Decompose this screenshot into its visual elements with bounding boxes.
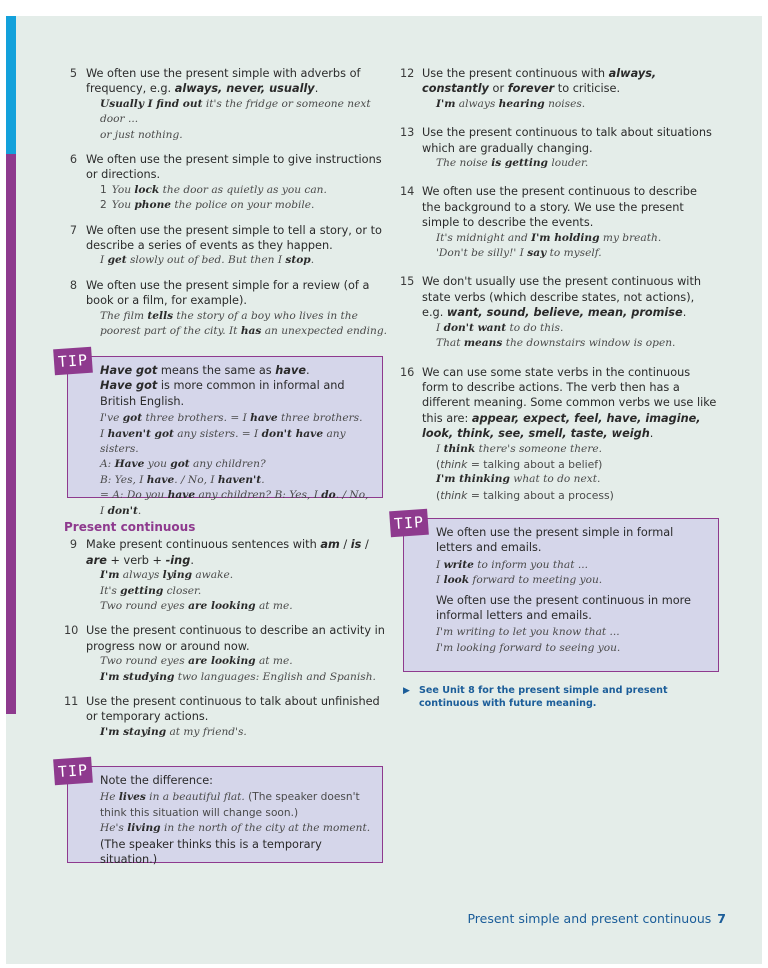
rule-number: 7 bbox=[69, 223, 77, 237]
text-run: closer. bbox=[163, 584, 202, 597]
text-run: = talking about a process) bbox=[467, 488, 614, 502]
example bbox=[86, 584, 388, 599]
text-run: got bbox=[170, 458, 190, 471]
edge-tab-cyan bbox=[6, 16, 16, 154]
example bbox=[422, 246, 718, 261]
left-column-continuous bbox=[64, 520, 388, 740]
text-run: Usually I find out bbox=[100, 97, 203, 110]
text-run: You bbox=[111, 183, 135, 196]
rule-body bbox=[86, 278, 388, 340]
example bbox=[86, 183, 388, 198]
text-run: 'Don't be silly!' I bbox=[436, 247, 528, 260]
text-run: have bbox=[275, 364, 306, 377]
tip-text: We often use the present continuous in more informal letters and emails. bbox=[436, 593, 691, 623]
text-run: don't want bbox=[443, 321, 507, 334]
example bbox=[86, 309, 388, 340]
rule-number: 14 bbox=[400, 185, 415, 199]
text-run: I've bbox=[100, 412, 123, 425]
rule-6 bbox=[64, 152, 388, 214]
text-run: haven't bbox=[217, 473, 262, 486]
text-run: slowly out of bed. But then I bbox=[126, 254, 286, 267]
text-run: hearing bbox=[498, 97, 545, 110]
text-run: think bbox=[443, 442, 476, 455]
example bbox=[100, 427, 372, 458]
rule-5 bbox=[64, 66, 388, 143]
rule-number: 10 bbox=[64, 624, 79, 638]
text-run: at my friend's. bbox=[166, 725, 247, 738]
text-run: an unexpected ending. bbox=[261, 325, 387, 338]
rule-text bbox=[86, 66, 388, 97]
rule-body bbox=[86, 537, 388, 614]
text-run: I bbox=[100, 427, 108, 440]
example bbox=[100, 488, 372, 519]
text-run: three brothers. bbox=[277, 412, 363, 425]
example bbox=[436, 573, 708, 588]
text-run: awake. bbox=[192, 569, 234, 582]
rule-body bbox=[86, 623, 388, 685]
text-run: do bbox=[321, 489, 336, 502]
rule-number: 11 bbox=[64, 695, 79, 709]
text-run: you bbox=[144, 458, 171, 471]
arrow-right-icon: ▶ bbox=[403, 686, 410, 696]
text-run: the downstairs window is open. bbox=[502, 337, 676, 350]
rule-body bbox=[86, 223, 388, 269]
text-run: Have bbox=[114, 458, 145, 471]
text-run: the police on your mobile. bbox=[171, 199, 315, 212]
text-run: has bbox=[240, 325, 262, 338]
rule-body bbox=[422, 274, 718, 351]
text-run: think bbox=[440, 488, 468, 502]
page-footer bbox=[426, 911, 726, 926]
text-run: think bbox=[440, 457, 468, 471]
text-run: He bbox=[100, 791, 119, 804]
example: I'm writing to let you know that ... bbox=[436, 626, 620, 639]
example bbox=[100, 411, 372, 426]
text-run: louder. bbox=[547, 157, 589, 170]
rule-body bbox=[86, 694, 388, 740]
text-run: . bbox=[314, 82, 319, 96]
rule-text bbox=[86, 537, 388, 552]
text-run: Two round eyes bbox=[100, 600, 189, 613]
text-run: have bbox=[250, 412, 278, 425]
text-run: . bbox=[306, 364, 310, 377]
text-run: I'm studying bbox=[100, 670, 175, 683]
rule-text: We often use the present simple to tell a story, or to describe a series of events as they happen. bbox=[86, 223, 382, 253]
text-run: forward to meeting you. bbox=[469, 574, 603, 587]
rule-text bbox=[422, 274, 718, 320]
rule-text bbox=[86, 553, 388, 568]
right-column bbox=[400, 66, 718, 503]
text-run: I'm staying bbox=[100, 725, 167, 738]
text-run: are looking bbox=[188, 600, 256, 613]
text-run: (The speaker doesn't think this situation will change soon.) bbox=[100, 791, 360, 819]
text-run: stop bbox=[285, 254, 311, 267]
text-run: look bbox=[443, 574, 470, 587]
tip-label: TIP bbox=[389, 509, 429, 538]
text-run: We don't usually use the present continuous with state verbs (which describe states, not actions), e.g. bbox=[422, 275, 702, 320]
rule-text: Use the present continuous to describe an activity in progress now or around now. bbox=[86, 624, 385, 653]
example bbox=[422, 442, 718, 457]
text-run: don't bbox=[107, 504, 138, 517]
example bbox=[86, 670, 388, 685]
text-run: two languages: English and Spanish. bbox=[174, 670, 376, 683]
text-run: is more common in informal and British English. bbox=[100, 379, 345, 408]
text-run: B: Yes, I bbox=[100, 473, 147, 486]
text-run: You bbox=[111, 199, 135, 212]
rule-14 bbox=[400, 184, 718, 261]
example: I'm looking forward to seeing you. bbox=[436, 641, 621, 654]
text-run: We can use some state verbs in the continuous form to describe actions. The verb then has a different meaning. Some common verbs we use like this are: bbox=[422, 365, 717, 425]
text-run: am bbox=[320, 538, 340, 552]
rule-12 bbox=[400, 66, 718, 112]
tip-label: TIP bbox=[53, 757, 93, 786]
footer-title: Present simple and present continuous bbox=[467, 911, 712, 926]
text-run: / bbox=[361, 538, 369, 552]
text-run: The noise bbox=[436, 157, 492, 170]
example bbox=[436, 558, 708, 573]
text-run: . / No, I bbox=[100, 489, 369, 517]
text-run: . / No, I bbox=[174, 473, 218, 486]
text-run: to criticise. bbox=[554, 82, 621, 96]
text-run: it's the fridge or someone next door ... bbox=[100, 97, 371, 126]
text-run: any sisters. bbox=[100, 427, 346, 456]
text-run: have bbox=[146, 473, 175, 486]
text-run: want, sound, believe, mean, promise bbox=[446, 306, 683, 320]
tip-text: We often use the present simple in formal letters and emails. bbox=[436, 526, 674, 555]
rule-text: We often use the present simple to give instructions or directions. bbox=[86, 153, 382, 182]
text-run: The film bbox=[100, 309, 148, 322]
text-run: always, never, usually bbox=[174, 82, 315, 96]
rule-7 bbox=[64, 223, 388, 269]
text-run: I'm bbox=[436, 97, 456, 110]
text-run: It's bbox=[100, 584, 121, 597]
text-run: living bbox=[127, 822, 161, 835]
edge-tab-purple bbox=[6, 154, 16, 714]
text-run: He's bbox=[100, 822, 128, 835]
text-run: at me. bbox=[255, 600, 293, 613]
text-run: I bbox=[436, 574, 444, 587]
rule-number: 9 bbox=[69, 538, 77, 552]
rule-number: 5 bbox=[69, 67, 77, 80]
text-run: say bbox=[527, 247, 547, 260]
text-run: lying bbox=[162, 569, 192, 582]
rule-8 bbox=[64, 278, 388, 340]
page-number: 7 bbox=[717, 911, 726, 926]
text-run: lives bbox=[118, 791, 146, 804]
example bbox=[422, 321, 718, 336]
rule-9 bbox=[64, 537, 388, 614]
rule-body bbox=[422, 125, 718, 171]
rule-10 bbox=[64, 623, 388, 685]
example bbox=[86, 198, 388, 213]
example bbox=[86, 97, 388, 128]
rule-text bbox=[422, 66, 718, 97]
rule-body bbox=[422, 365, 718, 504]
rule-number: 15 bbox=[400, 275, 415, 289]
rule-text: Use the present continuous to talk about situations which are gradually changing. bbox=[422, 126, 712, 155]
text-run: at me. bbox=[255, 655, 293, 668]
text-run: write bbox=[443, 558, 474, 571]
text-run: three brothers. = I bbox=[142, 412, 251, 425]
text-run: It's midnight and bbox=[436, 231, 532, 244]
text-run: got bbox=[122, 412, 143, 425]
text-run: ( bbox=[436, 488, 441, 502]
text-run: . bbox=[190, 553, 194, 567]
text-run: I bbox=[436, 558, 444, 571]
text-run: = talking about a belief) bbox=[467, 457, 603, 471]
text-run: Make present continuous sentences with bbox=[86, 538, 321, 552]
left-column bbox=[64, 66, 388, 340]
text-run: + verb + bbox=[106, 553, 166, 567]
example bbox=[86, 568, 388, 583]
text-run: always, constantly bbox=[422, 67, 657, 96]
text-run: don't have bbox=[261, 427, 324, 440]
text-run: noises. bbox=[544, 97, 586, 110]
example bbox=[422, 472, 718, 487]
text-run: Have got bbox=[100, 364, 158, 377]
see-also-text: See Unit 8 for the present simple and present continuous with future meaning. bbox=[419, 685, 668, 709]
tip-box-note-difference bbox=[57, 760, 383, 867]
example bbox=[86, 725, 388, 740]
text-run: A: bbox=[100, 458, 115, 471]
rule-body bbox=[422, 184, 718, 261]
text-run: have bbox=[167, 489, 196, 502]
tip-text bbox=[100, 363, 372, 378]
example bbox=[100, 821, 372, 836]
text-run: is getting bbox=[491, 157, 548, 170]
rule-text: We often use the present continuous to describe the background to a story. We use the present simple to describe the events. bbox=[422, 185, 697, 230]
example: or just nothing. bbox=[100, 128, 183, 141]
text-run: my breath. bbox=[599, 231, 662, 244]
text-run: get bbox=[107, 254, 127, 267]
text-run: what to do next. bbox=[509, 473, 601, 486]
text-run: means the same as bbox=[157, 364, 276, 377]
rule-16 bbox=[400, 365, 718, 504]
tip-box-formal-letters bbox=[393, 512, 719, 672]
text-run: is bbox=[350, 538, 362, 552]
tip-label: TIP bbox=[53, 347, 93, 376]
text-run: . bbox=[261, 473, 265, 486]
text-run: in the north of the city at the moment. bbox=[160, 822, 371, 835]
example bbox=[422, 156, 718, 171]
text-run: Two round eyes bbox=[100, 655, 189, 668]
example bbox=[86, 253, 388, 268]
text-run: in a beautiful flat. bbox=[145, 791, 245, 804]
rule-number: 16 bbox=[400, 365, 415, 379]
text-run: . bbox=[682, 306, 687, 320]
rule-text: We often use the present simple for a review (of a book or a film, for example). bbox=[86, 278, 370, 308]
text-run: getting bbox=[120, 584, 164, 597]
text-run: Use the present continuous with bbox=[422, 67, 609, 80]
example bbox=[422, 231, 718, 246]
rule-11 bbox=[64, 694, 388, 740]
text-run: always bbox=[455, 97, 499, 110]
rule-number: 6 bbox=[69, 153, 77, 167]
text-run: I'm holding bbox=[531, 231, 600, 244]
example bbox=[100, 473, 372, 488]
rule-body bbox=[422, 66, 718, 112]
rule-body bbox=[86, 66, 388, 143]
text-run: any children? bbox=[189, 458, 266, 471]
text-run: to do this. bbox=[506, 321, 564, 334]
text-run: I bbox=[436, 442, 444, 455]
rule-number: 12 bbox=[400, 67, 415, 80]
tip-text: (The speaker thinks this is a temporary situation.) bbox=[100, 837, 322, 867]
example bbox=[100, 457, 372, 472]
text-run: . bbox=[137, 504, 142, 517]
text-run: always bbox=[119, 569, 163, 582]
section-heading: Present continuous bbox=[64, 520, 196, 534]
tip-text: Note the difference: bbox=[100, 774, 213, 787]
text-run: -ing bbox=[165, 553, 191, 567]
text-run: Have got bbox=[100, 379, 158, 393]
example bbox=[86, 654, 388, 669]
text-run: means bbox=[463, 337, 503, 350]
text-run: That bbox=[436, 337, 464, 350]
text-run: to myself. bbox=[546, 247, 602, 260]
text-run: . bbox=[310, 254, 315, 267]
text-run: / bbox=[339, 538, 351, 552]
text-run: appear, expect, feel, have, imagine, look, think, see, smell, taste, weigh bbox=[422, 411, 701, 441]
text-run: are looking bbox=[188, 655, 256, 668]
text-run: phone bbox=[134, 199, 172, 212]
text-run: lock bbox=[134, 183, 160, 196]
text-run: the story of a boy who lives in the poorest part of the city. It bbox=[100, 309, 358, 338]
text-run: any sisters. = I bbox=[173, 427, 262, 440]
rule-text bbox=[422, 365, 718, 442]
text-run: I bbox=[436, 321, 444, 334]
text-run: 2 bbox=[100, 199, 107, 212]
example bbox=[100, 790, 372, 821]
text-run: are bbox=[86, 553, 107, 567]
example bbox=[422, 488, 718, 503]
text-run: tells bbox=[147, 309, 174, 322]
rule-15 bbox=[400, 274, 718, 351]
text-run: = A: Do you bbox=[100, 489, 168, 502]
tip-box-have-got bbox=[57, 350, 383, 517]
text-run: ( bbox=[436, 457, 441, 471]
tip-text bbox=[100, 378, 372, 409]
text-run: forever bbox=[507, 82, 555, 96]
rule-13 bbox=[400, 125, 718, 171]
text-run: to inform you that ... bbox=[473, 558, 588, 571]
rule-number: 13 bbox=[400, 126, 415, 140]
rule-text: Use the present continuous to talk about unfinished or temporary actions. bbox=[86, 695, 380, 724]
example bbox=[422, 97, 718, 112]
text-run: 1 bbox=[100, 183, 107, 196]
text-run: the door as quietly as you can. bbox=[159, 183, 327, 196]
example bbox=[86, 599, 388, 614]
rule-number: 8 bbox=[69, 278, 77, 292]
see-also-link[interactable] bbox=[403, 684, 723, 710]
text-run: I bbox=[100, 254, 108, 267]
rule-body bbox=[86, 152, 388, 214]
text-run: there's someone there. bbox=[475, 442, 603, 455]
text-run: I'm bbox=[100, 569, 120, 582]
text-run: . bbox=[649, 427, 654, 441]
text-run: I'm thinking bbox=[436, 473, 510, 486]
text-run: We often use the present simple with adverbs of frequency, e.g. bbox=[86, 67, 361, 96]
text-run: any children? B: Yes, I bbox=[195, 489, 322, 502]
example bbox=[422, 457, 718, 472]
page bbox=[6, 16, 762, 964]
example bbox=[422, 336, 718, 351]
text-run: or bbox=[488, 82, 508, 96]
text-run: haven't got bbox=[107, 427, 174, 440]
